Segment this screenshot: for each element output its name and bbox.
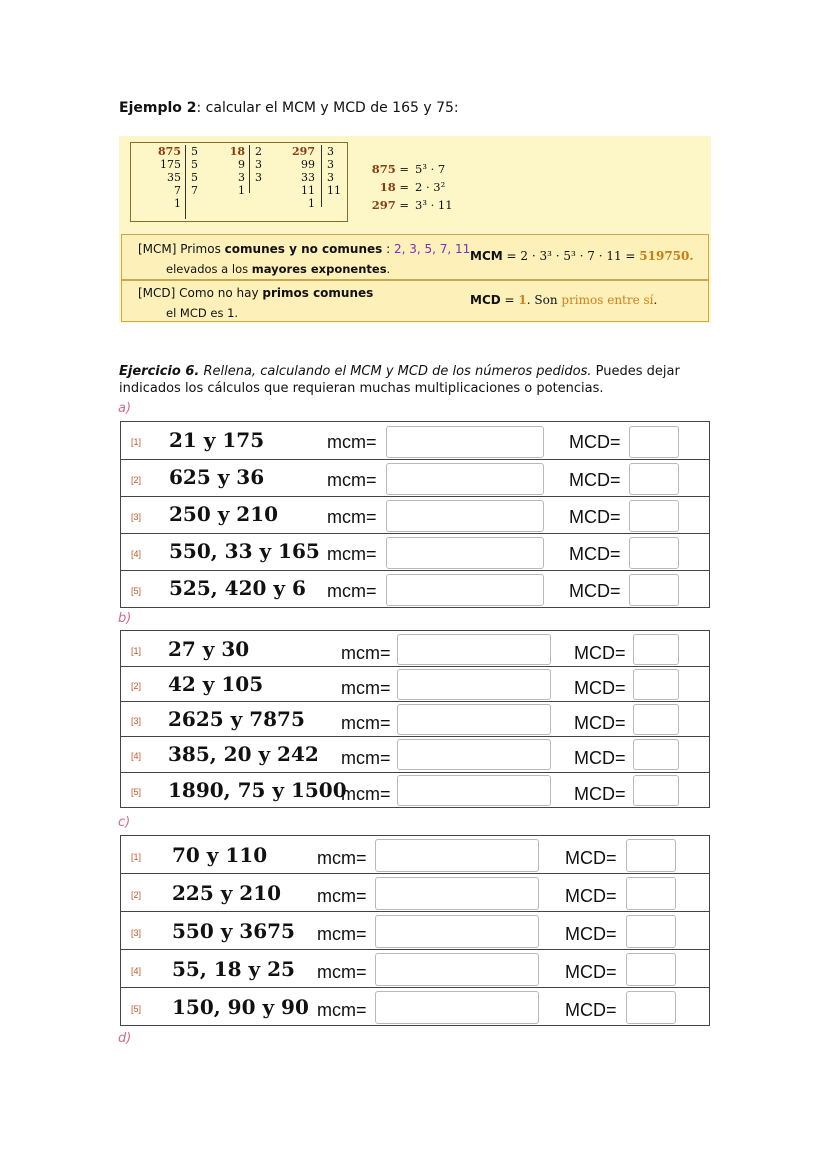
factor-div: 5 (191, 171, 198, 184)
mcm-answer-box[interactable] (386, 537, 544, 569)
mcm-answer-box[interactable] (375, 991, 539, 1024)
factorization-table (130, 142, 348, 222)
factor-div: 5 (191, 145, 198, 158)
mcd-answer-box[interactable] (626, 953, 676, 986)
mcm-answer-box[interactable] (386, 463, 544, 495)
example-heading (119, 100, 459, 116)
factor-column-18 (215, 145, 245, 197)
factor-num: 35 (167, 171, 181, 184)
factorization-list (367, 160, 453, 214)
mcd-answer-box[interactable] (629, 463, 679, 495)
table-row: [5] 150, 90 y 90 mcm= MCD= (121, 988, 709, 1026)
table-row: [4] 385, 20 y 242 mcm= MCD= (121, 737, 709, 773)
factor-num: 1 (174, 197, 181, 210)
mcm-answer-box[interactable] (397, 739, 551, 770)
factorization-row: 297 = 3³ · 11 (371, 198, 453, 212)
factor-divisors-18 (255, 145, 262, 184)
mcd-answer-box[interactable] (633, 704, 679, 735)
factor-div: 3 (327, 171, 334, 184)
mcm-answer-box[interactable] (397, 775, 551, 806)
mcd-answer-box[interactable] (633, 739, 679, 770)
mcd-answer-box[interactable] (633, 775, 679, 806)
factor-div: 7 (191, 184, 198, 197)
mcd-answer-box[interactable] (626, 991, 676, 1024)
mcm-formula: MCM = 2 · 3³ · 5³ · 7 · 11 = 519750. (470, 249, 694, 263)
exercise-table-a (120, 421, 710, 608)
mcm-answer-box[interactable] (386, 574, 544, 606)
mcd-note: [MCD] Como no hay primos comunes el MCD es 1. MCD = 1. Son primos entre sí. (121, 280, 709, 322)
exercise-table-c (120, 835, 710, 1026)
factor-num: 33 (301, 171, 315, 184)
mcd-answer-box[interactable] (626, 915, 676, 948)
table-row: [3] 250 y 210 mcm= MCD= (121, 497, 709, 534)
section-c-label: c) (118, 815, 131, 830)
section-d-label: d) (118, 1031, 132, 1046)
factor-num: 7 (174, 184, 181, 197)
factor-num: 297 (292, 145, 315, 158)
exercise-table-b (120, 630, 710, 808)
factor-num: 9 (238, 158, 245, 171)
mcd-answer-box[interactable] (629, 537, 679, 569)
factor-div: 11 (327, 184, 341, 197)
factor-divisors-297 (327, 145, 341, 197)
factorization-row: 875 = 5³ · 7 (371, 162, 446, 176)
exercise-statement: Ejercicio 6. Rellena, calculando el MCM y MCD de los números pedidos. Puedes dejar indicados los cálculos que requieran muchas multiplicaciones o potencias. (119, 364, 680, 396)
mcm-answer-box[interactable] (375, 953, 539, 986)
mcd-answer-box[interactable] (633, 634, 679, 665)
divider-line (321, 145, 322, 207)
mcd-answer-box[interactable] (633, 669, 679, 700)
factor-num: 875 (158, 145, 181, 158)
factor-num: 99 (301, 158, 315, 171)
factor-div: 3 (255, 171, 262, 184)
factor-div: 2 (255, 145, 262, 158)
mcd-answer-box[interactable] (629, 500, 679, 532)
example-title-rest: : calcular el MCM y MCD de 165 y 75: (196, 100, 459, 116)
mcm-answer-box[interactable] (386, 500, 544, 532)
table-row: [3] 550 y 3675 mcm= MCD= (121, 912, 709, 950)
table-row: [4] 55, 18 y 25 mcm= MCD= (121, 950, 709, 988)
example-title-bold: Ejemplo 2 (119, 100, 197, 116)
mcm-answer-box[interactable] (375, 839, 539, 872)
factor-column-875 (139, 145, 181, 210)
factor-num: 11 (301, 184, 315, 197)
factor-column-297 (277, 145, 315, 210)
factor-div: 5 (191, 158, 198, 171)
mcm-answer-box[interactable] (386, 426, 544, 458)
mcm-answer-box[interactable] (375, 877, 539, 910)
table-row: [2] 625 y 36 mcm= MCD= (121, 460, 709, 497)
table-row: [2] 225 y 210 mcm= MCD= (121, 874, 709, 912)
factor-num: 175 (160, 158, 181, 171)
table-row: [1] 27 y 30 mcm= MCD= (121, 631, 709, 667)
divider-line (185, 145, 186, 219)
table-row: [2] 42 y 105 mcm= MCD= (121, 667, 709, 702)
table-row: [1] 70 y 110 mcm= MCD= (121, 836, 709, 874)
factor-num: 1 (238, 184, 245, 197)
mcd-answer-box[interactable] (629, 574, 679, 606)
table-row: [5] 1890, 75 y 1500 mcm= MCD= (121, 773, 709, 808)
mcd-answer-box[interactable] (626, 877, 676, 910)
factor-num: 18 (229, 145, 245, 158)
table-row: [1] 21 y 175 mcm= MCD= (121, 422, 709, 460)
mcm-answer-box[interactable] (397, 669, 551, 700)
mcd-answer-box[interactable] (626, 839, 676, 872)
table-row: [3] 2625 y 7875 mcm= MCD= (121, 702, 709, 737)
section-b-label: b) (118, 611, 132, 626)
factor-num: 1 (308, 197, 315, 210)
factor-num: 3 (238, 171, 245, 184)
mcm-answer-box[interactable] (397, 634, 551, 665)
mcm-answer-box[interactable] (375, 915, 539, 948)
divider-line (249, 145, 250, 193)
table-row: [5] 525, 420 y 6 mcm= MCD= (121, 571, 709, 608)
factor-div: 3 (327, 145, 334, 158)
mcm-answer-box[interactable] (397, 704, 551, 735)
factor-divisors-875 (191, 145, 198, 197)
factorization-row: 18 = 2 · 3² (379, 180, 446, 194)
table-row: [4] 550, 33 y 165 mcm= MCD= (121, 534, 709, 571)
mcd-formula: MCD = 1. Son primos entre sí. (470, 293, 658, 307)
mcm-note: [MCM] Primos comunes y no comunes : 2, 3, 5, 7, 11 elevados a los mayores exponentes. MCM = 2 · 3³ · 5³ · 7 · 11 = 519750. (121, 234, 709, 280)
example-box (119, 136, 711, 323)
factor-div: 3 (255, 158, 262, 171)
mcd-answer-box[interactable] (629, 426, 679, 458)
factor-div: 3 (327, 158, 334, 171)
section-a-label: a) (118, 401, 132, 416)
